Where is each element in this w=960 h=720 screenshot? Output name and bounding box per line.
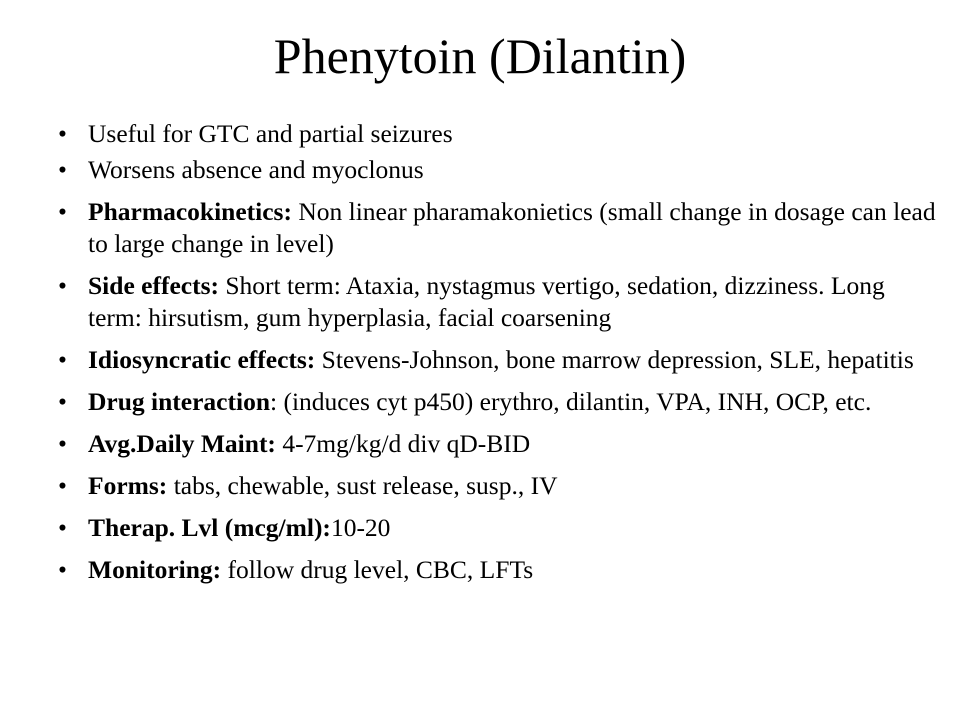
bullet-heading: Pharmacokinetics:: [88, 197, 292, 226]
bullet-idiosyncratic-effects: [58, 344, 938, 376]
bullet-text: Stevens-Johnson, bone marrow depression, SLE, hepatitis: [315, 345, 914, 374]
bullet-heading: Idiosyncratic effects:: [88, 345, 316, 374]
bullet-avg-daily-maint: [58, 428, 938, 460]
bullet-text: follow drug level, CBC, LFTs: [221, 555, 534, 584]
bullet-side-effects: [58, 270, 938, 334]
bullet-worsens: [58, 154, 938, 186]
bullet-list: [58, 118, 938, 596]
bullet-dot: •: [58, 119, 67, 148]
bullet-dot: •: [58, 345, 67, 374]
bullet-drug-interaction: [58, 386, 938, 418]
bullet-text: 4-7mg/kg/d div qD-BID: [275, 429, 531, 458]
bullet-dot: •: [58, 197, 67, 226]
bullet-text: 10-20: [330, 513, 391, 542]
bullet-forms: [58, 470, 938, 502]
bullet-text: Useful for GTC and partial seizures: [88, 119, 453, 148]
slide-title: Phenytoin (Dilantin): [273, 28, 687, 84]
bullet-heading: Forms:: [88, 471, 168, 500]
bullet-dot: •: [58, 429, 67, 458]
bullet-dot: •: [58, 555, 67, 584]
bullet-heading: Therap. Lvl (mcg/ml):: [88, 513, 331, 542]
bullet-therapeutic-level: [58, 512, 938, 544]
bullet-heading: Monitoring:: [88, 555, 222, 584]
bullet-dot: •: [58, 471, 67, 500]
bullet-text: tabs, chewable, sust release, susp., IV: [167, 471, 558, 500]
bullet-dot: •: [58, 155, 67, 184]
bullet-heading: Side effects:: [88, 271, 219, 300]
bullet-text: Non linear pharamakonietics (small change in dosage can lead to large change in level): [88, 197, 936, 258]
bullet-text: Worsens absence and myoclonus: [88, 155, 424, 184]
bullet-pharmacokinetics: [58, 196, 938, 260]
bullet-useful: [58, 118, 938, 150]
bullet-heading: Drug interaction: [88, 387, 271, 416]
bullet-text: Short term: Ataxia, nystagmus vertigo, sedation, dizziness. Long term: hirsutism, gum hyperplasia, facial coarsening: [88, 271, 885, 332]
bullet-dot: •: [58, 387, 67, 416]
bullet-dot: •: [58, 513, 67, 542]
bullet-dot: •: [58, 271, 67, 300]
bullet-monitoring: [58, 554, 938, 586]
bullet-heading: Avg.Daily Maint:: [88, 429, 276, 458]
bullet-text: : (induces cyt p450) erythro, dilantin, VPA, INH, OCP, etc.: [270, 387, 872, 416]
